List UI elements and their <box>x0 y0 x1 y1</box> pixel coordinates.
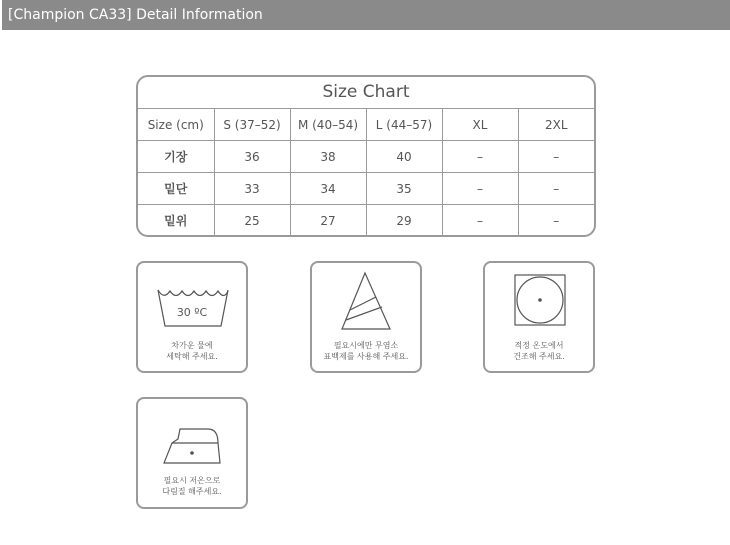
table-cell: 35 <box>366 173 442 205</box>
caption-line: 차가운 물에 <box>171 341 213 350</box>
caption-line: 다림질 해주세요. <box>162 487 222 496</box>
table-cell: 36 <box>214 141 290 173</box>
caption-line: 건조해 주세요. <box>513 352 565 361</box>
size-table <box>138 109 594 236</box>
table-cell: 40 <box>366 141 442 173</box>
caption-line: 세탁해 주세요. <box>166 352 218 361</box>
table-cell: 38 <box>290 141 366 173</box>
table-cell: – <box>518 141 594 173</box>
caption-line: 적정 온도에서 <box>514 341 564 350</box>
table-header-row <box>138 109 594 141</box>
table-cell: 29 <box>366 205 442 237</box>
row-label: 기장 <box>138 141 214 173</box>
caption-line: 표백제를 사용해 주세요. <box>323 352 409 361</box>
table-cell: – <box>518 173 594 205</box>
column-header: XL <box>442 109 518 141</box>
table-row <box>138 141 594 173</box>
table-row <box>138 173 594 205</box>
table-cell: 25 <box>214 205 290 237</box>
table-cell: 33 <box>214 173 290 205</box>
column-header: Size (cm) <box>138 109 214 141</box>
caption-line: 필요시에만 무염소 <box>333 341 399 350</box>
care-card-bleach <box>310 261 422 373</box>
page-header <box>2 0 730 30</box>
size-chart-title: Size Chart <box>138 77 594 109</box>
table-cell: 34 <box>290 173 366 205</box>
column-header: S (37–52) <box>214 109 290 141</box>
care-card-wash <box>136 261 248 373</box>
table-cell: 27 <box>290 205 366 237</box>
care-card-dry <box>483 261 595 373</box>
table-cell: – <box>553 213 560 228</box>
column-header: L (44–57) <box>366 109 442 141</box>
care-card-iron <box>136 397 248 509</box>
table-cell: – <box>442 173 518 205</box>
iron-caption <box>138 475 246 497</box>
size-chart <box>136 75 596 237</box>
column-header: 2XL <box>518 109 594 141</box>
table-row <box>138 205 594 237</box>
dry-caption <box>485 340 593 362</box>
table-cell: – <box>442 141 518 173</box>
bleach-caption <box>312 340 420 362</box>
column-header: M (40–54) <box>290 109 366 141</box>
row-label: 밑단 <box>138 173 214 205</box>
caption-line: 필요시 저온으로 <box>163 476 221 485</box>
page-title: [Champion CA33] Detail Information <box>8 7 263 23</box>
row-label: 밑위 <box>138 205 214 237</box>
table-cell: – <box>442 205 518 237</box>
wash-caption <box>138 340 246 362</box>
wash-temperature: 30 ºC <box>176 306 208 319</box>
